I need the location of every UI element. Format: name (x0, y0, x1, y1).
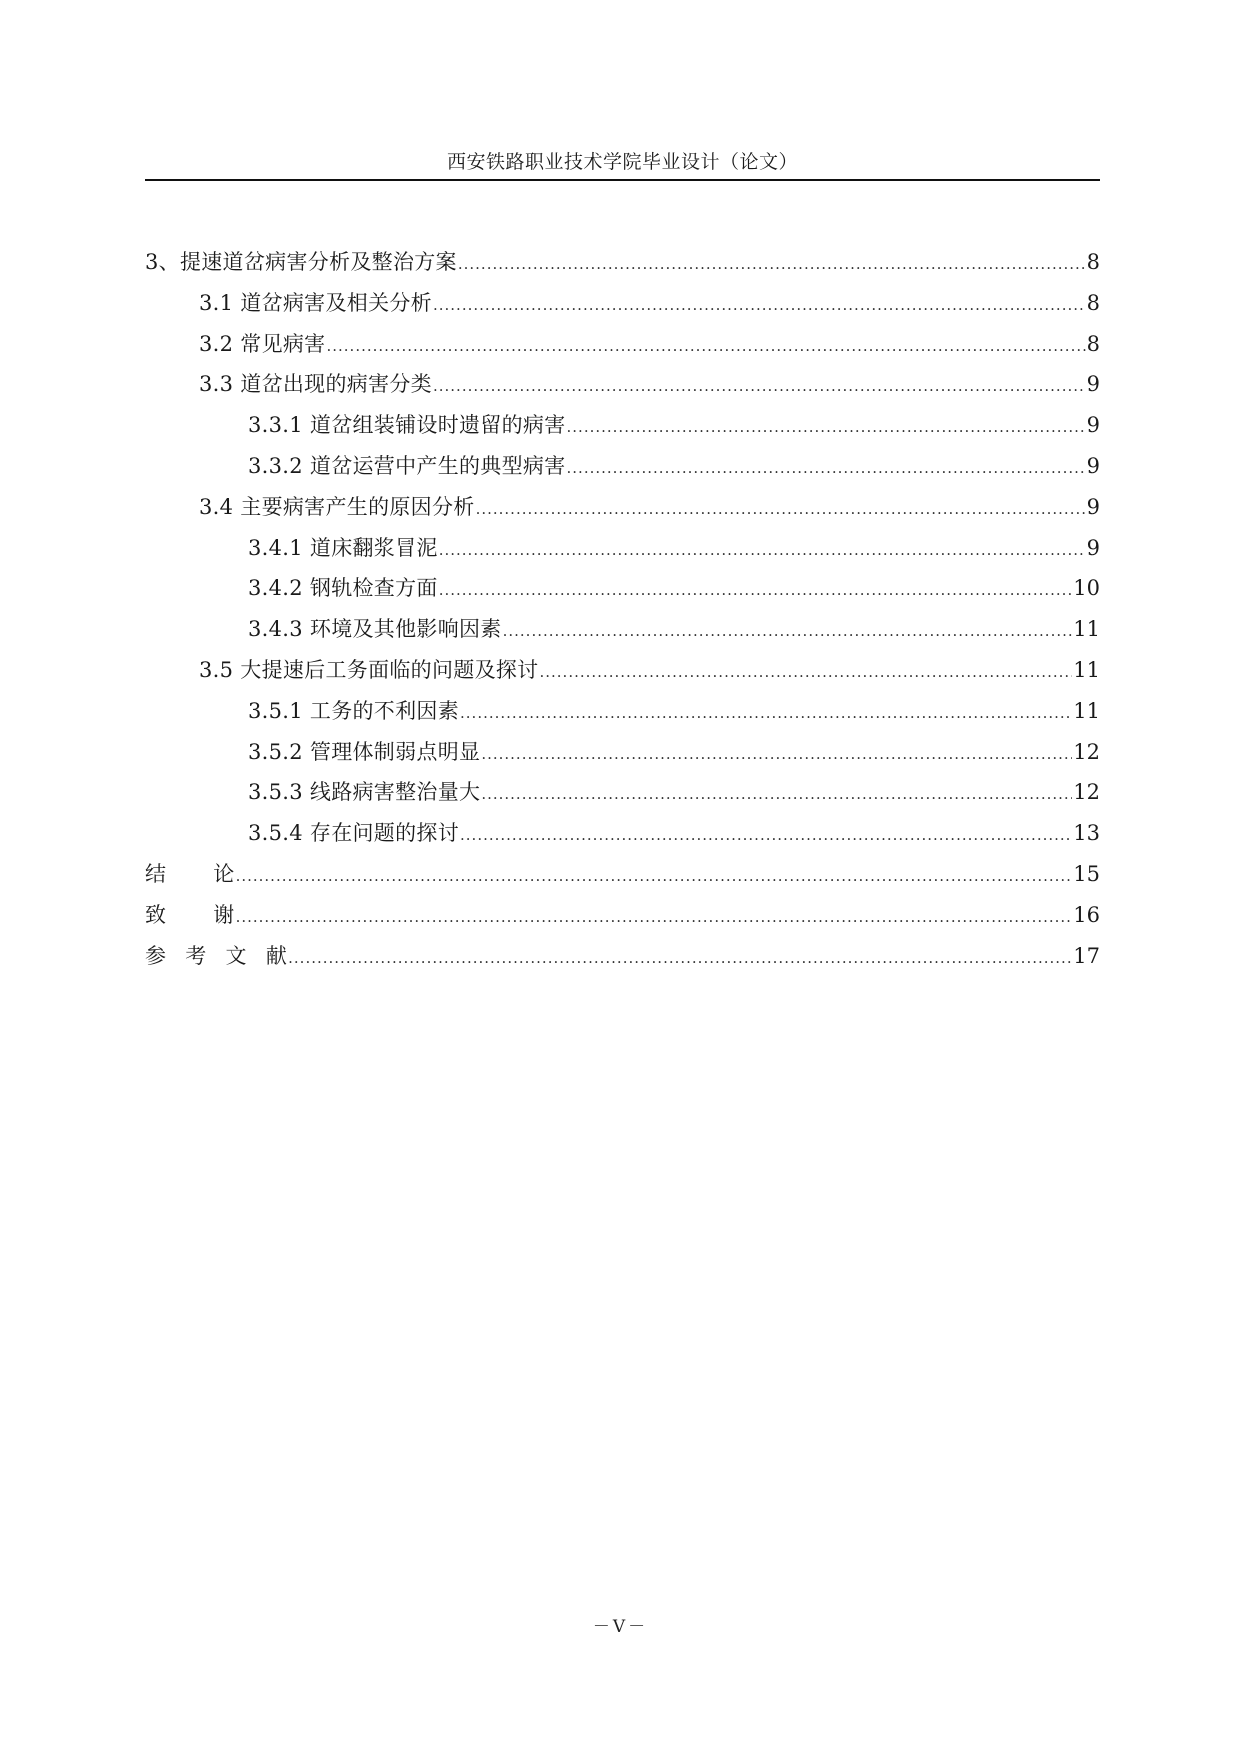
dot-leader (433, 285, 1086, 326)
toc-entry-title: 致 谢 (145, 902, 235, 927)
toc-entry-title: 3.5 大提速后工务面临的问题及探讨 (199, 657, 539, 682)
toc-entry-title: 3.5.2 管理体制弱点明显 (248, 739, 481, 764)
toc-entry-page: 8 (1086, 331, 1100, 356)
page-number: －V－ (592, 1617, 649, 1637)
toc-entry-conclusion[interactable] (145, 854, 1100, 895)
toc-entry-3-3-1[interactable] (145, 405, 1100, 446)
toc-entry-title: 3、提速道岔病害分析及整治方案 (145, 250, 457, 274)
toc-entry-3-5-2[interactable] (145, 732, 1100, 773)
toc-entry-page: 10 (1073, 576, 1100, 601)
toc-entry-title: 结 论 (145, 861, 235, 886)
toc-entry-3-3[interactable] (145, 364, 1100, 405)
toc-entry-title: 3.4.1 道床翻浆冒泥 (248, 535, 438, 560)
toc-entry-3-1[interactable] (145, 283, 1100, 324)
toc-entry-3-5[interactable] (145, 650, 1100, 691)
toc-entry-chapter-3[interactable] (145, 242, 1100, 283)
toc-entry-page: 9 (1086, 453, 1100, 478)
toc-entry-title: 3.4.3 环境及其他影响因素 (248, 617, 502, 642)
dot-leader (476, 489, 1086, 530)
dot-leader (567, 448, 1086, 489)
dot-leader (539, 652, 1072, 693)
header-title: 西安铁路职业技术学院毕业设计（论文） (446, 151, 798, 173)
toc-entry-3-5-3[interactable] (145, 772, 1100, 813)
dot-leader (567, 407, 1086, 448)
dot-leader (439, 570, 1073, 611)
dot-leader (503, 611, 1073, 652)
toc-entry-page: 9 (1086, 372, 1100, 397)
toc-entry-3-4[interactable] (145, 487, 1100, 528)
toc-entry-page: 12 (1073, 780, 1100, 805)
toc-entry-3-4-3[interactable] (145, 609, 1100, 650)
dot-leader (433, 366, 1086, 407)
dot-leader (439, 530, 1086, 571)
toc-entry-3-5-4[interactable] (145, 813, 1100, 854)
toc-entry-title: 3.2 常见病害 (199, 331, 326, 356)
table-of-contents (145, 242, 1100, 976)
toc-entry-3-4-2[interactable] (145, 568, 1100, 609)
toc-entry-page: 11 (1073, 698, 1100, 723)
toc-entry-3-2[interactable] (145, 324, 1100, 365)
toc-entry-3-5-1[interactable] (145, 691, 1100, 732)
dot-leader (236, 856, 1073, 897)
dot-leader (481, 734, 1072, 775)
toc-entry-3-3-2[interactable] (145, 446, 1100, 487)
toc-entry-3-4-1[interactable] (145, 528, 1100, 569)
toc-entry-title: 3.4 主要病害产生的原因分析 (199, 494, 475, 519)
toc-entry-title: 参 考 文 献 (145, 943, 288, 968)
toc-entry-page: 8 (1086, 250, 1100, 274)
toc-entry-title: 3.5.4 存在问题的探讨 (248, 821, 460, 846)
toc-entry-page: 13 (1073, 821, 1100, 846)
dot-leader (326, 326, 1085, 367)
toc-entry-page: 11 (1073, 657, 1100, 682)
toc-entry-title: 3.3.2 道岔运营中产生的典型病害 (248, 453, 566, 478)
toc-entry-page: 16 (1073, 902, 1100, 927)
toc-entry-acknowledgements[interactable] (145, 895, 1100, 936)
toc-entry-title: 3.3 道岔出现的病害分类 (199, 372, 432, 397)
toc-entry-title: 3.5.3 线路病害整治量大 (248, 780, 481, 805)
toc-entry-title: 3.3.1 道岔组装铺设时遗留的病害 (248, 413, 566, 438)
toc-entry-page: 8 (1086, 290, 1100, 315)
toc-entry-page: 9 (1086, 535, 1100, 560)
toc-entry-title: 3.4.2 钢轨检查方面 (248, 576, 438, 601)
dot-leader (460, 815, 1072, 856)
toc-entry-page: 11 (1073, 617, 1100, 642)
toc-entry-page: 9 (1086, 413, 1100, 438)
toc-entry-references[interactable] (145, 936, 1100, 977)
toc-entry-title: 3.5.1 工务的不利因素 (248, 698, 460, 723)
dot-leader (481, 774, 1072, 815)
dot-leader (458, 244, 1086, 285)
toc-entry-title: 3.1 道岔病害及相关分析 (199, 290, 432, 315)
dot-leader (288, 938, 1072, 979)
toc-entry-page: 9 (1086, 494, 1100, 519)
toc-entry-page: 12 (1073, 739, 1100, 764)
toc-entry-page: 17 (1073, 943, 1100, 968)
page-header (145, 145, 1100, 181)
dot-leader (460, 693, 1072, 734)
toc-entry-page: 15 (1073, 861, 1100, 886)
dot-leader (236, 897, 1073, 938)
